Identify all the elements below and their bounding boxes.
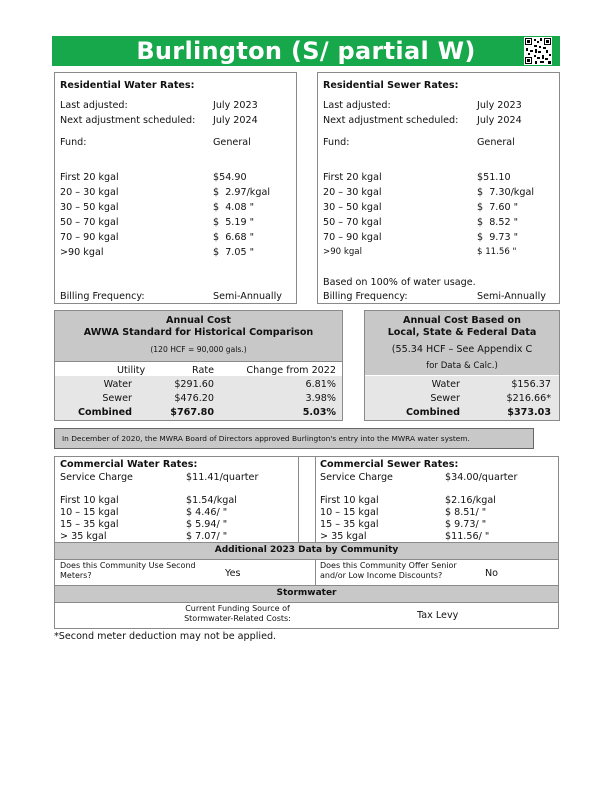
awwa-title-2: AWWA Standard for Historical Comparison: [83, 327, 314, 338]
awwa-subtitle: (120 HCF = 90,000 gals.): [150, 345, 247, 354]
local-title-2: Local, State & Federal Data: [387, 327, 537, 338]
com-water-tier-label: 10 – 15 kgal: [60, 507, 119, 518]
awwa-change: 5.03%: [302, 407, 336, 418]
res-water-next-adj: July 2024: [213, 115, 258, 126]
res-water-fund-label: Fund:: [60, 137, 87, 148]
com-water-tier-label: 15 – 35 kgal: [60, 519, 119, 530]
res-sewer-tier-label: 50 – 70 kgal: [323, 217, 382, 228]
com-water-tier-label: First 10 kgal: [60, 495, 119, 506]
com-water-tier-rate: $ 4.46/ ": [186, 507, 228, 518]
res-sewer-tier-label: 20 – 30 kgal: [323, 187, 382, 198]
local-subtitle-2: for Data & Calc.): [426, 361, 498, 371]
res-water-tier-label: First 20 kgal: [60, 172, 119, 183]
awwa-utility: Water: [103, 379, 132, 390]
res-sewer-note: Based on 100% of water usage.: [323, 277, 476, 288]
com-water-service-label: Service Charge: [60, 472, 133, 483]
second-meters-answer: Yes: [225, 568, 241, 579]
page-title: Burlington (S/ partial W): [136, 37, 476, 65]
res-sewer-billing: Semi-Annually: [477, 291, 546, 302]
res-sewer-billing-label: Billing Frequency:: [323, 291, 408, 302]
local-utility: Combined: [406, 407, 460, 418]
res-water-tier-rate: $ 7.05 ": [213, 247, 255, 258]
title-banner: [52, 36, 560, 66]
res-water-last-adjusted: July 2023: [213, 100, 258, 111]
discounts-answer: No: [485, 568, 499, 579]
local-utility: Sewer: [430, 393, 460, 404]
com-water-tier-rate: $1.54/kgal: [186, 495, 237, 506]
local-utility: Water: [431, 379, 460, 390]
res-sewer-tier-label: First 20 kgal: [323, 172, 382, 183]
res-water-tier-label: 70 – 90 kgal: [60, 232, 119, 243]
res-water-billing: Semi-Annually: [213, 291, 282, 302]
res-water-last-adjusted-label: Last adjusted:: [60, 100, 128, 111]
com-sewer-tier-rate: $11.56/ ": [445, 531, 490, 542]
res-water-fund: General: [213, 137, 251, 148]
com-sewer-tier-label: First 10 kgal: [320, 495, 379, 506]
com-sewer-service: $34.00/quarter: [445, 472, 518, 483]
res-sewer-last-adjusted: July 2023: [477, 100, 522, 111]
res-sewer-fund-label: Fund:: [323, 137, 350, 148]
res-sewer-tier-label: >90 kgal: [323, 247, 362, 257]
awwa-utility: Combined: [78, 407, 132, 418]
discounts-question: Does this Community Offer Senior and/or Low Income Discounts?: [320, 561, 457, 580]
com-water-service: $11.41/quarter: [186, 472, 259, 483]
awwa-rate: $767.80: [170, 407, 214, 418]
com-sewer-service-label: Service Charge: [320, 472, 393, 483]
local-value: $373.03: [507, 407, 551, 418]
awwa-utility: Sewer: [102, 393, 132, 404]
res-sewer-tier-rate: $51.10: [477, 172, 511, 183]
res-water-next-adj-label: Next adjustment scheduled:: [60, 115, 196, 126]
res-sewer-next-adj: July 2024: [477, 115, 522, 126]
awwa-rate: $291.60: [174, 379, 214, 390]
res-water-tier-label: >90 kgal: [60, 247, 104, 258]
res-sewer-tier-label: 70 – 90 kgal: [323, 232, 382, 243]
com-sewer-tier-label: 15 – 35 kgal: [320, 519, 379, 530]
awwa-change: 3.98%: [305, 393, 336, 404]
stormwater-question: Current Funding Source of Stormwater-Related Costs:: [184, 604, 291, 623]
res-sewer-tier-rate: $ 8.52 ": [477, 217, 519, 228]
awwa-rate: $476.20: [174, 393, 214, 404]
com-water-heading: Commercial Water Rates:: [60, 459, 198, 470]
com-sewer-tier-rate: $ 8.51/ ": [445, 507, 487, 518]
res-water-tier-rate: $ 4.08 ": [213, 202, 255, 213]
res-water-tier-rate: $54.90: [213, 172, 247, 183]
res-sewer-last-adjusted-label: Last adjusted:: [323, 100, 391, 111]
res-sewer-fund: General: [477, 137, 515, 148]
com-water-tier-rate: $ 5.94/ ": [186, 519, 228, 530]
res-sewer-tier-rate: $ 9.73 ": [477, 232, 519, 243]
com-water-tier-rate: $ 7.07/ ": [186, 531, 228, 542]
qr-code-icon: [524, 37, 552, 65]
res-water-tier-label: 20 – 30 kgal: [60, 187, 119, 198]
com-sewer-tier-rate: $ 9.73/ ": [445, 519, 487, 530]
res-sewer-tier-rate: $ 7.30/kgal: [477, 187, 534, 198]
res-sewer-next-adj-label: Next adjustment scheduled:: [323, 115, 459, 126]
stormwater-answer: Tax Levy: [417, 610, 459, 621]
awwa-change: 6.81%: [305, 379, 336, 390]
res-sewer-tier-rate: $ 11.56 ": [477, 247, 517, 257]
stormwater-heading: Stormwater: [276, 588, 337, 598]
additional-heading: Additional 2023 Data by Community: [214, 545, 399, 555]
local-value: $216.66*: [506, 393, 551, 404]
com-sewer-heading: Commercial Sewer Rates:: [320, 459, 459, 470]
com-sewer-tier-label: > 35 kgal: [320, 531, 367, 542]
local-title-1: Annual Cost Based on: [403, 315, 521, 326]
res-water-tier-label: 50 – 70 kgal: [60, 217, 119, 228]
res-sewer-tier-label: 30 – 50 kgal: [323, 202, 382, 213]
com-sewer-tier-rate: $2.16/kgal: [445, 495, 496, 506]
com-sewer-tier-label: 10 – 15 kgal: [320, 507, 379, 518]
awwa-col-rate: Rate: [192, 365, 214, 376]
res-sewer-heading: Residential Sewer Rates:: [323, 80, 459, 91]
local-value: $156.37: [511, 379, 551, 390]
res-water-heading: Residential Water Rates:: [60, 80, 195, 91]
footnote: *Second meter deduction may not be applied.: [54, 631, 277, 642]
local-subtitle-1: (55.34 HCF – See Appendix C: [391, 344, 533, 355]
res-water-tier-rate: $ 5.19 ": [213, 217, 255, 228]
awwa-col-utility: Utility: [117, 365, 146, 376]
res-water-billing-label: Billing Frequency:: [60, 291, 145, 302]
res-water-tier-rate: $ 6.68 ": [213, 232, 255, 243]
com-water-tier-label: > 35 kgal: [60, 531, 107, 542]
res-sewer-tier-rate: $ 7.60 ": [477, 202, 519, 213]
res-water-tier-rate: $ 2.97/kgal: [213, 187, 270, 198]
res-water-tier-label: 30 – 50 kgal: [60, 202, 119, 213]
second-meters-question: Does this Community Use Second Meters?: [60, 561, 196, 580]
awwa-title-1: Annual Cost: [166, 315, 231, 326]
notice-text: In December of 2020, the MWRA Board of Directors approved Burlington's entry into the MWRA water system.: [62, 434, 470, 443]
awwa-col-change: Change from 2022: [246, 365, 336, 376]
